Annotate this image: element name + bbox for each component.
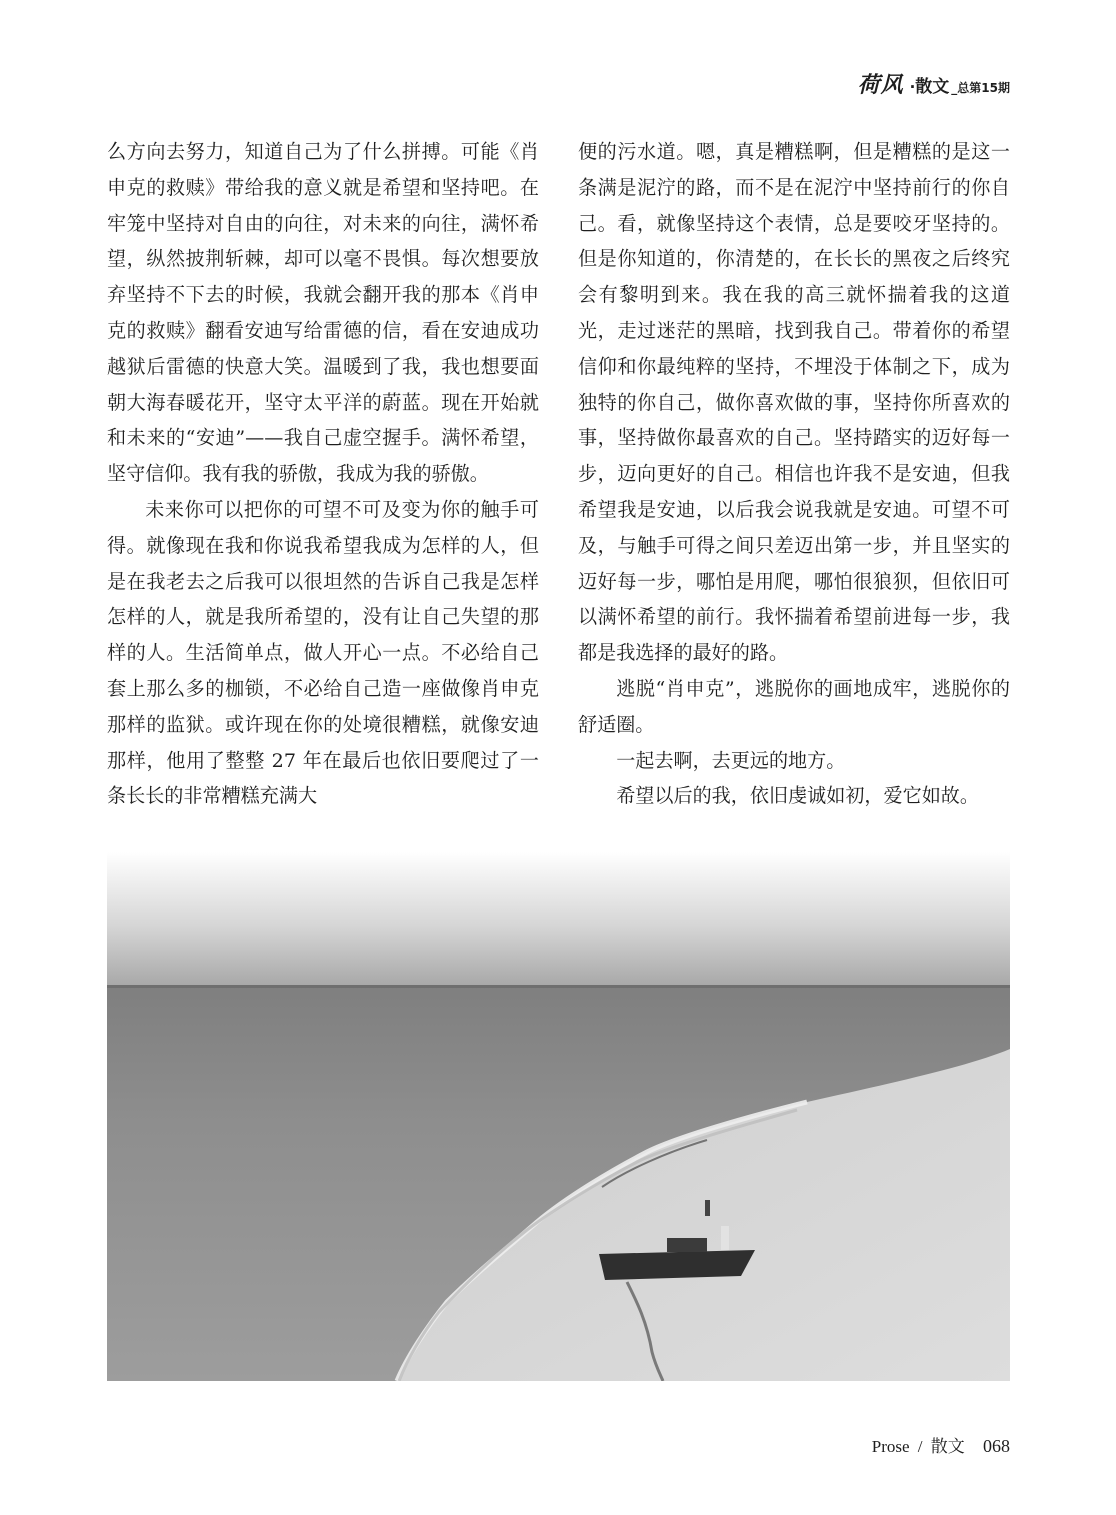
magazine-logo: 荷风 <box>857 72 904 98</box>
footer-slash: / <box>917 1437 923 1456</box>
paragraph: 便的污水道。嗯，真是糟糕啊，但是糟糕的是这一条满是泥泞的路，而不是在泥泞中坚持前行的你自己。看，就像坚持这个表情，总是要咬牙坚持的。但是你知道的，你清楚的，在长长的黑夜之后终究会有黎明到来。我在我的高三就怀揣着我的这道光，走过迷茫的黑暗，找到我自己。带着你的希望信仰和你最纯粹的坚持，不埋没于体制之下，成为独特的你自己，做你喜欢做的事，坚持你所喜欢的事，坚持做你最喜欢的自己。坚持踏实的迈好每一步，迈向更好的自己。相信也许我不是安迪，但我希望我是安迪，以后我会说我就是安迪。可望不可及，与触手可得之间只差迈出第一步，并且坚实的迈好每一步，哪怕是用爬，哪怕很狼狈，但依旧可以满怀希望的前行。我怀揣着希望前进每一步，我都是我选择的最好的路。 <box>578 140 1010 665</box>
issue-number: _总第15期 <box>951 81 1010 95</box>
section-label-en: Prose <box>871 1437 910 1456</box>
right-column <box>578 134 1010 846</box>
header-separator: · <box>909 78 916 96</box>
page-footer <box>872 1432 1010 1457</box>
paragraph: 未来你可以把你的可望不可及变为你的触手可得。就像现在我和你说我希望我成为怎样的人，但是在我老去之后我可以很坦然的告诉自己我是怎样怎样的人，就是我所希望的，没有让自己失望的那样的人。生活简单点，做人开心一点。不必给自己套上那么多的枷锁，不必给自己造一座做像肖申克那样的监狱。或许现在你的处境很糟糕，就像安迪那样，他用了整整 27 年在最后也依旧要爬过了一条长长的非常糟糕充满大 <box>107 497 539 808</box>
section-name: 散文 <box>915 77 950 97</box>
article-body <box>107 134 1010 846</box>
running-header <box>858 68 1010 99</box>
beach-boat-photo <box>107 852 1010 1381</box>
page-number: 068 <box>983 1436 1010 1456</box>
paragraph: 一起去啊，去更远的地方。 <box>616 748 846 772</box>
paragraph: 逃脱“肖申克”，逃脱你的画地成牢，逃脱你的舒适圈。 <box>578 676 1010 736</box>
paragraph: 希望以后的我，依旧虔诚如初，爱它如故。 <box>616 784 979 808</box>
left-column <box>107 134 539 846</box>
section-label-cn: 散文 <box>930 1437 965 1456</box>
paragraph: 么方向去努力，知道自己为了什么拼搏。可能《肖申克的救赎》带给我的意义就是希望和坚持吧。在牢笼中坚持对自由的向往，对未来的向往，满怀希望，纵然披荆斩棘，却可以毫不畏惧。每次想要放弃坚持不下去的时候，我就会翻开我的那本《肖申克的救赎》翻看安迪写给雷德的信，看在安迪成功越狱后雷德的快意大笑。温暖到了我，我也想要面朝大海春暖花开，坚守太平洋的蔚蓝。现在开始就和未来的“安迪”——我自己虚空握手。满怀希望，坚守信仰。我有我的骄傲，我成为我的骄傲。 <box>107 140 539 486</box>
